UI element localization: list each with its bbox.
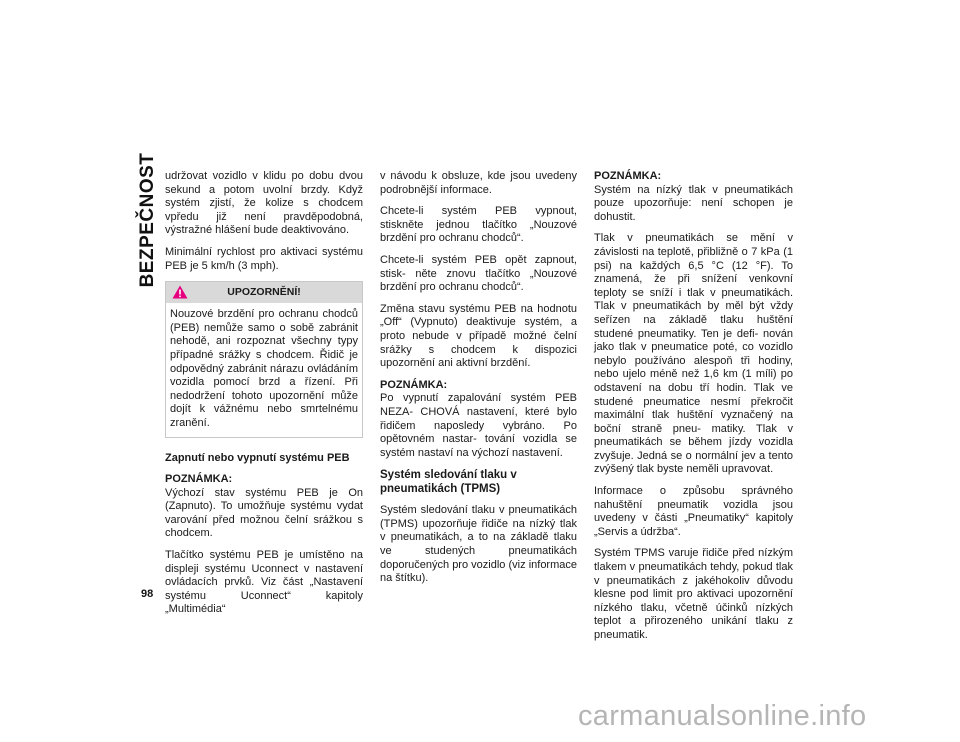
section-heading: Systém sledování tlaku v pneumatikách (TPMS) [380,469,517,496]
watermark: carmanualsonline.info [578,700,867,732]
warning-box [165,281,363,437]
note-title: POZNÁMKA: [594,170,662,182]
column-3 [594,170,793,651]
section-title: BEZPEČNOST [137,152,158,288]
note [594,170,793,224]
warning-text: Nouzové brzdění pro ochranu chodců (PEB) nemůže samo o sobě zabránit nehodě, ani rozpoznat všechny typy případné srážky s chodcem. Řidič je odpovědný zabránit nárazu ovládáním vozidla pomocí brzd a řízení. Při nedodržení tohoto upozornění může dojít k vážnému nebo smrtelnému zranění. [170,308,358,429]
paragraph: Změna stavu systému PEB na hodnotu „Off“ (Vypnuto) deaktivuje systém, a proto nebude v případě možné čelní srážky s chodcem k dispozici upozornění ani aktivní brzdění. [380,302,577,370]
warning-title: UPOZORNĚNÍ! [227,286,301,299]
paragraph: Chcete-li systém PEB vypnout, stiskněte jednou tlačítko „Nouzové brzdění pro ochranu chodců“. [380,205,577,245]
column-1 [165,170,363,625]
column-2 [380,170,577,594]
paragraph: Informace o způsobu správného nahuštění pneumatik vozidla jsou uvedeny v části „Pneumatiky“ kapitoly „Servis a údržba“. [594,485,793,538]
section-heading: Zapnutí nebo vypnutí systému PEB [165,451,350,464]
note-text: Systém na nízký tlak v pneumatikách pouze upozorňuje: není schopen je dohustit. [594,183,793,223]
paragraph: Systém sledování tlaku v pneumatikách (TPMS) upozorňuje řidiče na nízký tlak v pneumatikách, a to na základě tlaku ve studených pneumatikách doporučených pro vozidlo (viz informace na štítku). [380,504,577,585]
paragraph: Systém TPMS varuje řidiče před nízkým tlakem v pneumatikách tehdy, pokud tlak v pneumatikách z jakéhokoliv důvodu klesne pod limit pro aktivaci upozornění nízkého tlaku, včetně účinků nízkých teplot a přirozeného unikání tlaku z pneumatik. [594,547,793,641]
section-title-vertical [133,150,163,290]
note [380,379,577,461]
note-text: Po vypnutí zapalování systém PEB NEZA- CHOVÁ nastavení, které bylo řidičem naposledy vybráno. Po opětovném nastar- tování vozidla se systém nastaví na výchozí nastavení. [380,392,577,459]
note-title: POZNÁMKA: [165,473,233,486]
note [165,473,363,541]
paragraph: udržovat vozidlo v klidu po dobu dvou sekund a potom uvolní brzdy. Když systém zjistí, že kolize s chodcem vpředu již není pravděpodobná, výstražné hlášení bude deaktivováno. [165,170,363,237]
note-title: POZNÁMKA: [380,378,448,391]
note-text: Výchozí stav systému PEB je On (Zapnuto). To umožňuje systému vydat varování před možnou čelní srážkou s chodcem. [165,486,363,540]
warning-header [166,282,362,303]
warning-triangle-icon [172,285,188,299]
paragraph: Tlačítko systému PEB je umístěno na displeji systému Uconnect v nastavení ovládacích prvků. Viz část „Nastavení systému Uconnect“ kapitoly „Multimédia“ [165,549,363,616]
paragraph: Chcete-li systém PEB opět zapnout, stisk- něte znovu tlačítko „Nouzové brzdění pro ochranu chodců“. [380,253,577,294]
page-number: 98 [141,588,154,600]
paragraph: Minimální rychlost pro aktivaci systému PEB je 5 km/h (3 mph). [165,245,363,272]
warning-body [166,303,362,436]
paragraph: v návodu k obsluze, kde jsou uvedeny podrobnější informace. [380,170,577,196]
paragraph: Tlak v pneumatikách se mění v závislosti na teplotě, přibližně o 7 kPa (1 psi) na každých 6,5 °C (12 °F). To znamená, že při snížení venkovní teploty se sníží i tlak v pneumatikách. Tlak v pneumatikách by měl být vždy seřízen na základě tlaku huštění studené pneumatiky. Ten je defi- nován jako tlak v pneumatice poté, co vozidlo nebylo používáno alespoň tři hodiny, nebo ujelo méně než 1,6 km (1 míli) po odstavení na dobu tří hodin. Tlak ve studené pneumatice nesmí překročit maximální tlak huštění vyznačený na boční straně pneu- matiky. Tlak v pneumatikách se během jízdy vozidla zvyšuje. Jedná se o normální jev a tento zvýšený tlak byste neměli upravovat. [594,232,793,476]
